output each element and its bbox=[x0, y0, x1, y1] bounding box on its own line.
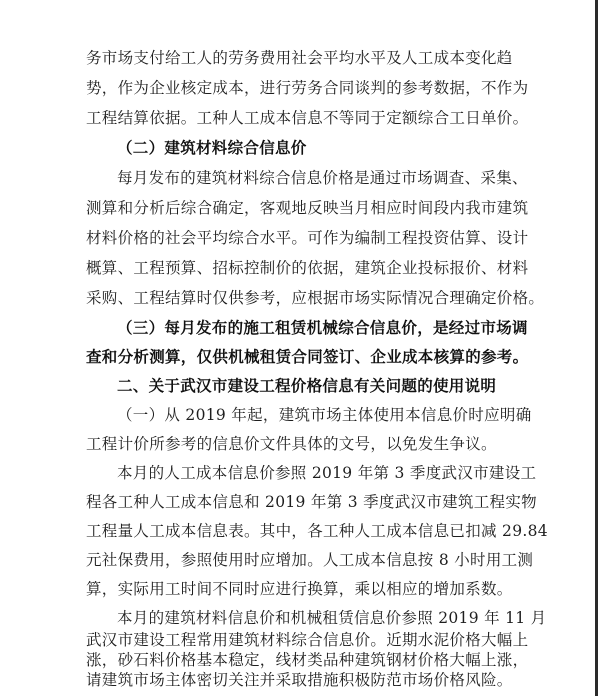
paragraph-line: 工程结算依据。工种人工成本信息不等同于定额综合工日单价。 bbox=[86, 109, 529, 127]
paragraph-line: 测算和分析后综合确定，客观地反映当月相应时间段内我市建筑 bbox=[86, 199, 529, 217]
paragraph-line: 势，作为企业核定成本，进行劳务合同谈判的参考数据，不作为 bbox=[86, 79, 529, 97]
section-heading: （二）建筑材料综合信息价 bbox=[117, 139, 307, 157]
section-heading: 二、关于武汉市建设工程价格信息有关问题的使用说明 bbox=[117, 377, 497, 395]
paragraph-line: 工程量人工成本信息表。其中，各工种人工成本信息已扣减 29.84 bbox=[86, 522, 548, 540]
paragraph-line: 本月的建筑材料信息价和机械租赁信息价参照 2019 年 11 月 bbox=[117, 609, 547, 627]
paragraph-line: 采购、工程结算时仅供参考，应根据市场实际情况合理确定价格。 bbox=[86, 289, 545, 307]
bold-paragraph-line: 查和分析测算，仅供机械租赁合同签订、企业成本核算的参考。 bbox=[86, 348, 529, 366]
paragraph-line: 本月的人工成本信息价参照 2019 年第 3 季度武汉市建设工 bbox=[117, 464, 537, 482]
paragraph-line: 元社保费用，参照使用时应增加。人工成本信息按 8 小时用工测 bbox=[86, 551, 534, 569]
paragraph-line: 每月发布的建筑材料综合信息价格是通过市场调查、采集、 bbox=[117, 169, 528, 187]
paragraph-line: 工程计价所参考的信息价文件具体的文号，以免发生争议。 bbox=[86, 435, 497, 453]
paragraph-line: 务市场支付给工人的劳务费用社会平均水平及人工成本变化趋 bbox=[86, 49, 513, 67]
paragraph-line: 涨，砂石料价格基本稳定，线材类品种建筑钢材价格大幅上涨， bbox=[86, 651, 529, 669]
bold-paragraph-line: （三）每月发布的施工租赁机械综合信息价，是经过市场调 bbox=[117, 319, 528, 337]
paragraph-line: 武汉市建设工程常用建筑材料综合信息价。近期水泥价格大幅上 bbox=[86, 631, 529, 649]
paragraph-line: 程各工种人工成本信息和 2019 年第 3 季度武汉市建筑工程实物 bbox=[86, 493, 537, 511]
paragraph-line: 概算、工程预算、招标控制价的依据，建筑企业投标报价、材料 bbox=[86, 259, 529, 277]
paragraph-line: （一）从 2019 年起，建筑市场主体使用本信息价时应明确 bbox=[117, 406, 532, 424]
paragraph-line: 材料价格的社会平均综合水平。可作为编制工程投资估算、设计 bbox=[86, 229, 529, 247]
paragraph-line: 算，实际用工时间不同时应进行换算，乘以相应的增加系数。 bbox=[86, 580, 513, 598]
paragraph-line: 请建筑市场主体密切关注并采取措施积极防范市场价格风险。 bbox=[86, 671, 513, 689]
